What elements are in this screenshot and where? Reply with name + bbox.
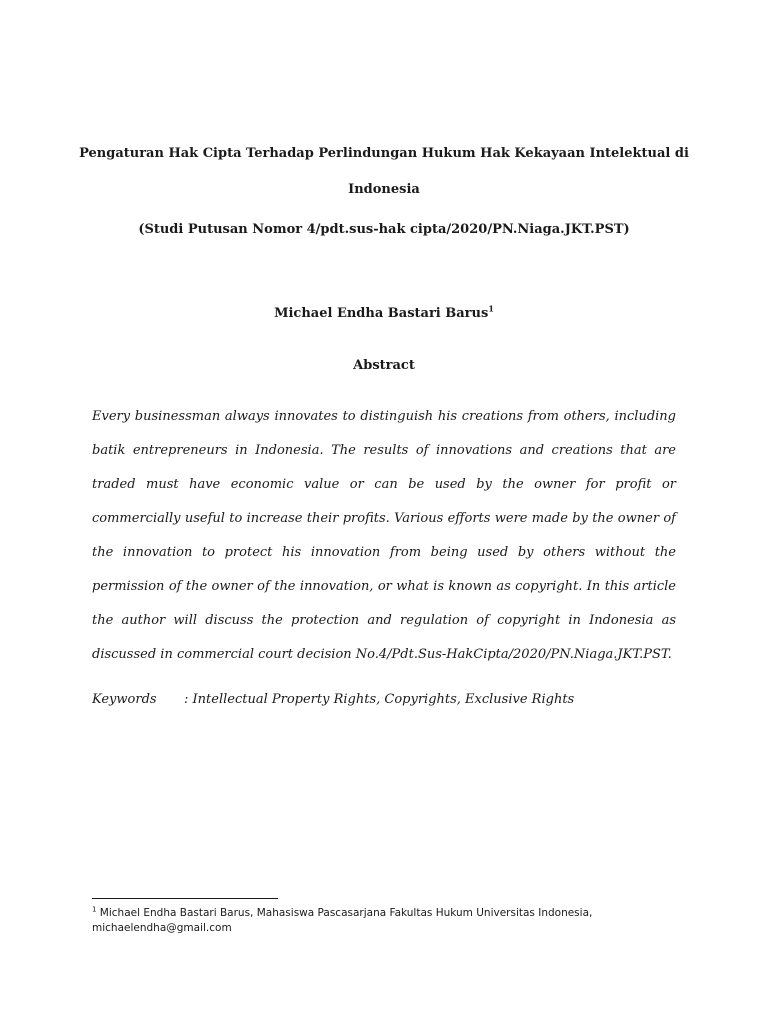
abstract-body: Every businessman always innovates to distinguish his creations from others, including batik entrepreneurs in Indonesia. The results of innovations and creations that are traded must have economic value or can be used by the owner for profit or commercially useful to increase their profits. Various efforts were made by the owner of the innovation to protect his innovation from being used by others without the permission of the owner of the innovation, or what is known as copyright. In this article the author will discuss the protection and regulation of copyright in Indonesia as discussed in commercial court decision No.4/Pdt.Sus-HakCipta/2020/PN.Niaga.JKT.PST. [92,409,676,662]
paper-title [60,136,708,208]
paper-subtitle: (Studi Putusan Nomor 4/pdt.sus-hak cipta/2020/PN.Niaga.JKT.PST) [138,222,630,237]
footnote [92,906,652,936]
keywords-label: Keywords [92,692,157,707]
author-line [60,304,708,324]
paper-title-line-1: Pengaturan Hak Cipta Terhadap Perlindungan Hukum Hak Kekayaan Intelektual di [79,146,689,161]
footnote-divider [92,898,278,899]
author-name: Michael Endha Bastari Barus [274,306,489,321]
abstract-heading: Abstract [353,358,415,373]
paper-title-line-2: Indonesia [348,182,420,197]
footnote-mark: 1 [92,905,97,914]
footnote-text: Michael Endha Bastari Barus, Mahasiswa Pascasarjana Fakultas Hukum Universitas Indonesia, michaelendha@gmail.com [92,907,593,934]
keywords-line [92,690,676,710]
author-footnote-mark: 1 [488,303,494,314]
keywords-value: : Intellectual Property Rights, Copyrights, Exclusive Rights [184,692,575,707]
